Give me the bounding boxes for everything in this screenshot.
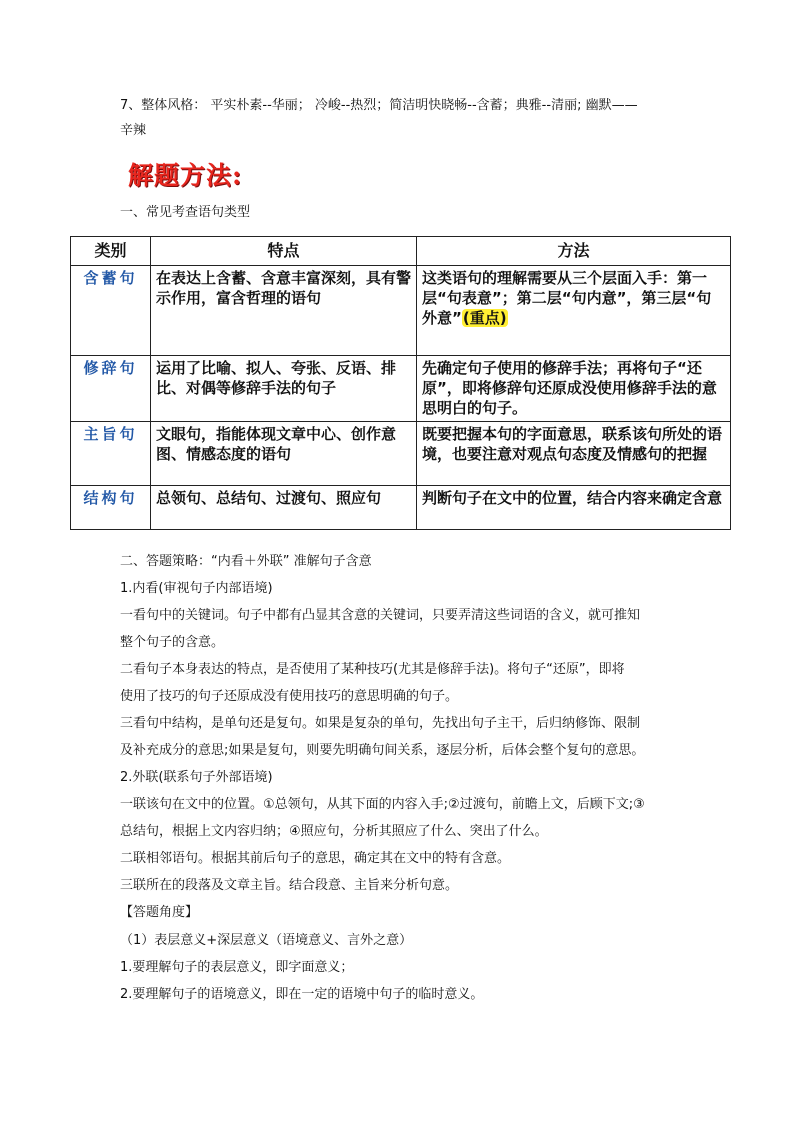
body-line: 1.要理解句子的表层意义，即字面意义；	[120, 960, 354, 975]
style-line-2: 辛辣	[120, 123, 147, 138]
table-header-row	[71, 237, 731, 266]
body-line: 及补充成分的意思;如果是复句，则要先明确句间关系，逐层分析，后体会整个复句的意思。	[120, 743, 645, 758]
body-line: 一联该句在文中的位置。①总领句，从其下面的内容入手;②过渡句，前瞻上文，后顾下文;③	[120, 797, 645, 812]
body-line: 三联所在的段落及文章主旨。结合段意、主旨来分析句意。	[120, 878, 459, 893]
answer-angle-heading: 【答题角度】	[120, 905, 199, 920]
row-method-text: 这类语句的理解需要从三个层面入手：第一层“句表意”；第二层“句内意”，第三层“句外意”	[422, 269, 712, 327]
body-line: 1.内看(审视句子内部语境)	[120, 581, 273, 596]
body-line: 一看句中的关键词。句子中都有凸显其含意的关键词，只要弄清这些词语的含义，就可推知	[120, 608, 641, 623]
row-category: 修辞句	[71, 356, 151, 422]
header-method: 方法	[417, 237, 731, 266]
row-feature: 运用了比喻、拟人、夸张、反语、排比、对偶等修辞手法的句子	[151, 356, 417, 422]
row-feature: 总领句、总结句、过渡句、照应句	[151, 486, 417, 530]
section1-heading: 一、常见考查语句类型	[120, 205, 251, 220]
row-category: 含蓄句	[71, 266, 151, 356]
body-line: 总结句，根据上文内容归纳；④照应句，分析其照应了什么、突出了什么。	[120, 824, 548, 839]
body-line: （1）表层意义+深层意义（语境意义、言外之意）	[120, 933, 413, 948]
row-method: 先确定句子使用的修辞手法；再将句子“还原”，即将修辞句还原成没使用修辞手法的意思明白的句子。	[417, 356, 731, 422]
header-feature: 特点	[151, 237, 417, 266]
sentence-type-table	[70, 236, 731, 530]
style-line-1: 7、整体风格： 平实朴素--华丽； 冷峻--热烈；简洁明快晓畅--含蓄；典雅--清丽; 幽默——	[120, 98, 638, 113]
section2-heading: 二、答题策略：“内看＋外联” 准解句子含意	[120, 554, 372, 569]
table-row	[71, 266, 731, 356]
row-method: 判断句子在文中的位置，结合内容来确定含意	[417, 486, 731, 530]
header-category: 类别	[71, 237, 151, 266]
row-category: 主旨句	[71, 422, 151, 486]
row-feature: 在表达上含蓄、含意丰富深刻，具有警示作用，富含哲理的语句	[151, 266, 417, 356]
row-method: 既要把握本句的字面意思，联系该句所处的语境，也要注意对观点句态度及情感句的把握	[417, 422, 731, 486]
table-row	[71, 356, 731, 422]
body-line: 二看句子本身表达的特点，是否使用了某种技巧(尤其是修辞手法)。将句子“还原”，即将	[120, 662, 625, 677]
highlight-key-point: (重点)	[462, 309, 507, 327]
row-method	[417, 266, 731, 356]
body-line: 整个句子的含意。	[120, 635, 225, 650]
table-row	[71, 422, 731, 486]
table-row	[71, 486, 731, 530]
body-line: 2.要理解句子的语境意义，即在一定的语境中句子的临时意义。	[120, 987, 484, 1002]
method-title: 解题方法:	[128, 161, 243, 190]
row-feature: 文眼句，指能体现文章中心、创作意图、情感态度的语句	[151, 422, 417, 486]
body-line: 三看句中结构，是单句还是复句。如果是复杂的单句，先找出句子主干，后归纳修饰、限制	[120, 716, 641, 731]
body-line: 使用了技巧的句子还原成没有使用技巧的意思明确的句子。	[120, 689, 459, 704]
body-line: 二联相邻语句。根据其前后句子的意思，确定其在文中的特有含意。	[120, 851, 511, 866]
row-category: 结构句	[71, 486, 151, 530]
body-line: 2.外联(联系句子外部语境)	[120, 770, 273, 785]
